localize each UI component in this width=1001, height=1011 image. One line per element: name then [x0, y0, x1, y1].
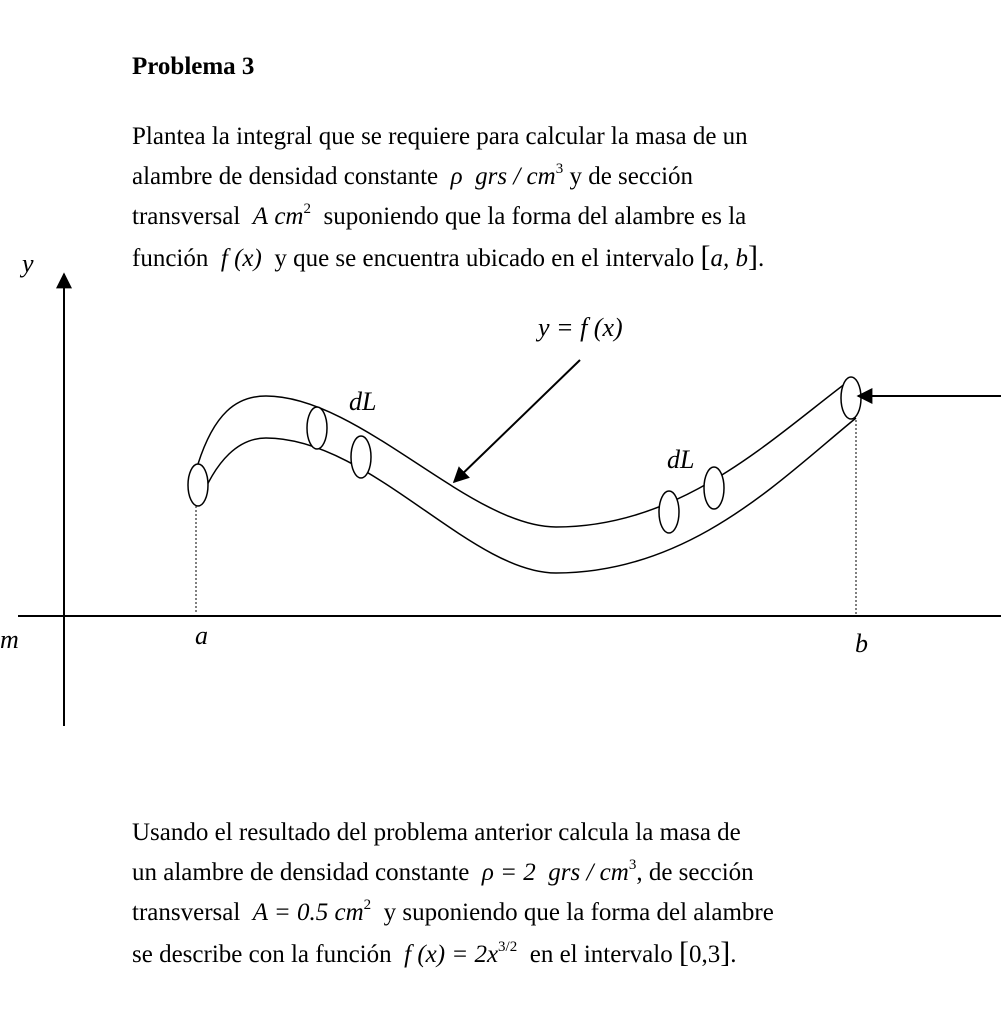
point-b-label: b — [855, 629, 868, 658]
text: . — [730, 941, 737, 968]
dl-cross-section-2b — [704, 467, 724, 509]
wire-lower-edge — [198, 418, 856, 573]
density-equation: ρ = 2 — [481, 859, 536, 886]
interval-expression: 0,3 — [688, 941, 721, 968]
text: transversal — [132, 899, 241, 926]
dl-label-1: dL — [349, 387, 377, 416]
interval-expression: a, b — [710, 245, 749, 272]
area-equation: A = 0.5 — [252, 899, 329, 926]
dl-cross-section-2a — [659, 491, 679, 533]
problem-title: Problema 3 — [132, 53, 255, 80]
dl-cross-section-1b — [351, 436, 371, 478]
area-unit-exponent: 2 — [303, 201, 311, 217]
exercise-line-4 — [132, 933, 774, 973]
density-unit: grs / cm — [548, 859, 629, 886]
interval-close-bracket: ] — [720, 936, 731, 969]
exercise-statement — [132, 813, 774, 973]
text: suponiendo que la forma del alambre es la — [323, 203, 747, 230]
dl-cross-section-1a — [307, 407, 327, 449]
area-unit: cm — [274, 203, 304, 230]
curve-label: y = f (x) — [538, 313, 623, 342]
function-exponent: 3/2 — [498, 939, 518, 955]
y-axis-label: y — [22, 249, 34, 278]
text: y de sección — [569, 163, 694, 190]
statement-line-1: Plantea la integral que se requiere para calcular la masa de un — [132, 123, 748, 150]
text: y que se encuentra ubicado en el intervalo — [274, 245, 695, 272]
dl-label-2: dL — [667, 445, 695, 474]
density-unit-exponent: 3 — [628, 857, 637, 873]
text: función — [132, 245, 209, 272]
text: alambre de densidad constante — [132, 163, 439, 190]
text: y suponiendo que la forma del alambre — [383, 899, 774, 926]
wire-upper-edge — [198, 380, 850, 527]
rho-symbol: ρ — [450, 163, 463, 190]
text: un alambre de densidad constante — [132, 859, 470, 886]
exercise-line-3 — [132, 893, 774, 933]
function-expression: f (x) — [220, 245, 262, 272]
point-a-label: a — [195, 621, 208, 650]
text: transversal — [132, 203, 241, 230]
exercise-line-1: Usando el resultado del problema anterior calcula la masa de — [132, 819, 741, 846]
text: . — [758, 245, 765, 272]
text: , de sección — [636, 859, 754, 886]
density-unit-exponent: 3 — [555, 161, 564, 177]
interval-open-bracket: [ — [678, 936, 689, 969]
wire-end-cross-section-a — [188, 464, 208, 506]
area-unit-exponent: 2 — [363, 897, 372, 913]
density-unit: grs / cm — [475, 163, 556, 190]
wire-end-cross-section-b — [841, 377, 861, 419]
x-axis-left-label: m — [0, 625, 19, 654]
curve-pointer-arrow — [454, 360, 580, 482]
interval-close-bracket: ] — [748, 240, 759, 273]
area-unit: cm — [334, 899, 364, 926]
function-definition: f (x) = 2x — [404, 941, 499, 968]
text: en el intervalo — [529, 941, 673, 968]
area-symbol: A — [252, 203, 269, 230]
text: se describe con la función — [132, 941, 392, 968]
interval-open-bracket: [ — [700, 240, 711, 273]
exercise-line-2 — [132, 853, 774, 893]
